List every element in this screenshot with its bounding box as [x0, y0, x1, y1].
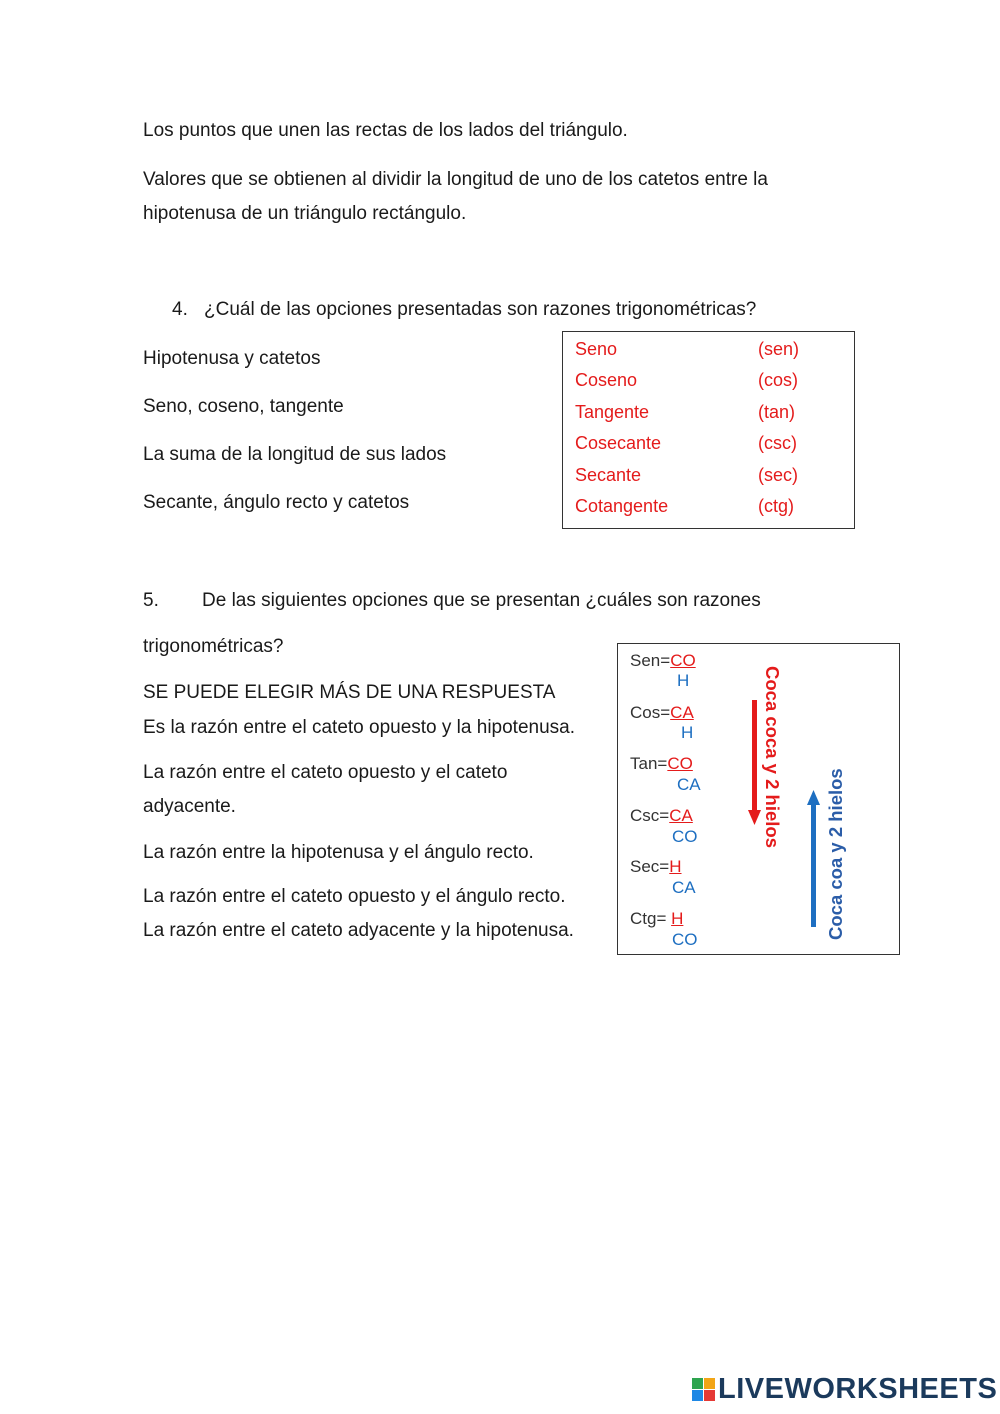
- q5-question-b: trigonométricas?: [143, 636, 284, 657]
- formula-denominator: CO: [672, 930, 698, 949]
- formula-numerator: CO: [670, 651, 696, 670]
- q5-option-3[interactable]: La razón entre la hipotenusa y el ángulo recto.: [143, 842, 534, 863]
- red-down-arrow: [748, 700, 761, 825]
- trig-row-coseno: [575, 370, 854, 396]
- trig-name: Coseno: [575, 370, 638, 390]
- trig-abbr: (csc): [758, 433, 797, 453]
- intro-line-2a: Valores que se obtienen al dividir la longitud de uno de los catetos entre la: [143, 169, 768, 190]
- trig-names-table: [562, 331, 855, 529]
- mnemonic-blue-text: Coca coa y 2 hielos: [825, 768, 846, 940]
- liveworksheets-cube-icon: [692, 1378, 716, 1404]
- trig-row-tangente: [575, 402, 854, 428]
- q5-question-a: De las siguientes opciones que se presentan ¿cuáles son razones: [202, 590, 761, 611]
- q5-option-4[interactable]: La razón entre el cateto opuesto y el ángulo recto.: [143, 886, 566, 907]
- q4-option-4[interactable]: Secante, ángulo recto y catetos: [143, 492, 410, 513]
- formula-denominator: H: [677, 671, 690, 690]
- formula-numerator: H: [671, 909, 684, 928]
- formula-denominator: CO: [672, 827, 698, 846]
- formula-label: Cos=: [630, 703, 671, 722]
- q5-option-2-cont[interactable]: adyacente.: [143, 796, 236, 817]
- trig-name: Cosecante: [575, 433, 662, 453]
- mnemonic-arrows: [618, 644, 901, 956]
- trig-name: Tangente: [575, 402, 650, 422]
- trig-abbr: (sec): [758, 465, 798, 485]
- trig-row-seno: [575, 339, 854, 365]
- formula-label: Csc=: [630, 806, 670, 825]
- q4-number: 4.: [172, 299, 188, 320]
- formula-label: Sen=: [630, 651, 671, 670]
- trig-name: Seno: [575, 339, 618, 359]
- trig-name: Cotangente: [575, 496, 669, 516]
- brand-name: LIVEWORKSHEETS: [718, 1373, 998, 1405]
- formula-numerator: CO: [667, 754, 693, 773]
- trig-name: Secante: [575, 465, 642, 485]
- trig-abbr: (ctg): [758, 496, 794, 516]
- mnemonic-red-text: Coca coca y 2 hielos: [762, 666, 783, 849]
- trig-abbr: (sen): [758, 339, 800, 359]
- q4-option-3[interactable]: La suma de la longitud de sus lados: [143, 444, 447, 465]
- q5-option-1[interactable]: Es la razón entre el cateto opuesto y la hipotenusa.: [143, 717, 575, 738]
- q5-option-5[interactable]: La razón entre el cateto adyacente y la hipotenusa.: [143, 920, 574, 941]
- formula-denominator: H: [681, 723, 694, 742]
- formula-label: Sec=: [630, 857, 670, 876]
- blue-up-arrow: [807, 790, 820, 927]
- trig-abbr: (cos): [758, 370, 798, 390]
- formula-label: Ctg=: [630, 909, 672, 928]
- trig-row-cotangente: [575, 496, 854, 522]
- q4-option-2[interactable]: Seno, coseno, tangente: [143, 396, 344, 417]
- q5-option-2[interactable]: La razón entre el cateto opuesto y el cateto: [143, 762, 508, 783]
- q5-number: 5.: [143, 590, 159, 611]
- formula-chart: [617, 643, 900, 955]
- formula-numerator: CA: [669, 806, 693, 825]
- q4-question: ¿Cuál de las opciones presentadas son razones trigonométricas?: [204, 299, 757, 320]
- trig-row-cosecante: [575, 433, 854, 459]
- trig-abbr: (tan): [758, 402, 796, 422]
- trig-row-secante: [575, 465, 854, 491]
- q4-option-1[interactable]: Hipotenusa y catetos: [143, 348, 321, 369]
- intro-line-2b: hipotenusa de un triángulo rectángulo.: [143, 203, 467, 224]
- q5-instruction: SE PUEDE ELEGIR MÁS DE UNA RESPUESTA: [143, 682, 556, 703]
- formula-denominator: CA: [677, 775, 701, 794]
- formula-denominator: CA: [672, 878, 696, 897]
- intro-line-1: Los puntos que unen las rectas de los lados del triángulo.: [143, 120, 628, 141]
- formula-numerator: H: [669, 857, 682, 876]
- formula-label: Tan=: [630, 754, 668, 773]
- formula-numerator: CA: [670, 703, 694, 722]
